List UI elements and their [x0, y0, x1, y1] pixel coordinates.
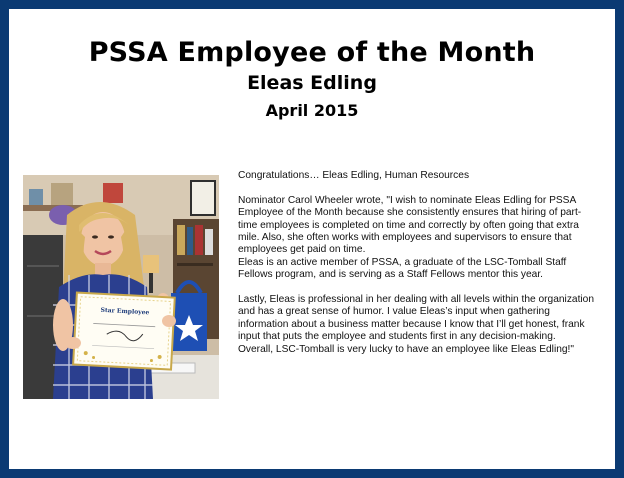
nomination-paragraph: Nominator Carol Wheeler wrote, "I wish to nominate Eleas Edling for PSSA Employee of the Month because she consistently ensures that hiring of part-time employees is completed on time and correctly by often going that extra mile. Also, she often works with employees and supervisors to ensure that employees get paid on time.: [238, 194, 582, 256]
page-frame: [9, 9, 615, 469]
membership-paragraph: Eleas is an active member of PSSA, a graduate of the LSC-Tomball Staff Fellows program, and is serving as a Staff Fellows mentor this year.: [238, 256, 567, 281]
greeting-line: Congratulations… Eleas Edling, Human Resources: [238, 170, 470, 181]
employee-photo: [23, 175, 219, 399]
employee-name: Eleas Edling: [247, 72, 377, 94]
professional-paragraph: Lastly, Eleas is professional in her dealing with all levels within the organization and has a great sense of humor. I value Eleas’s input when gathering information about a business matter because I know that I’ll get honest, frank input that puts the employee and students first in any decision-making.: [238, 294, 594, 343]
closing-paragraph: Overall, LSC-Tomball is very lucky to have an employee like Eleas Edling!": [238, 343, 574, 355]
nomination-article: [238, 170, 600, 356]
certificate-heading: Star Employee: [100, 306, 150, 317]
certificate: [73, 293, 175, 370]
page-title: PSSA Employee of the Month: [88, 37, 536, 68]
employee-photo-illustration: [23, 175, 219, 399]
award-month: April 2015: [265, 101, 359, 120]
